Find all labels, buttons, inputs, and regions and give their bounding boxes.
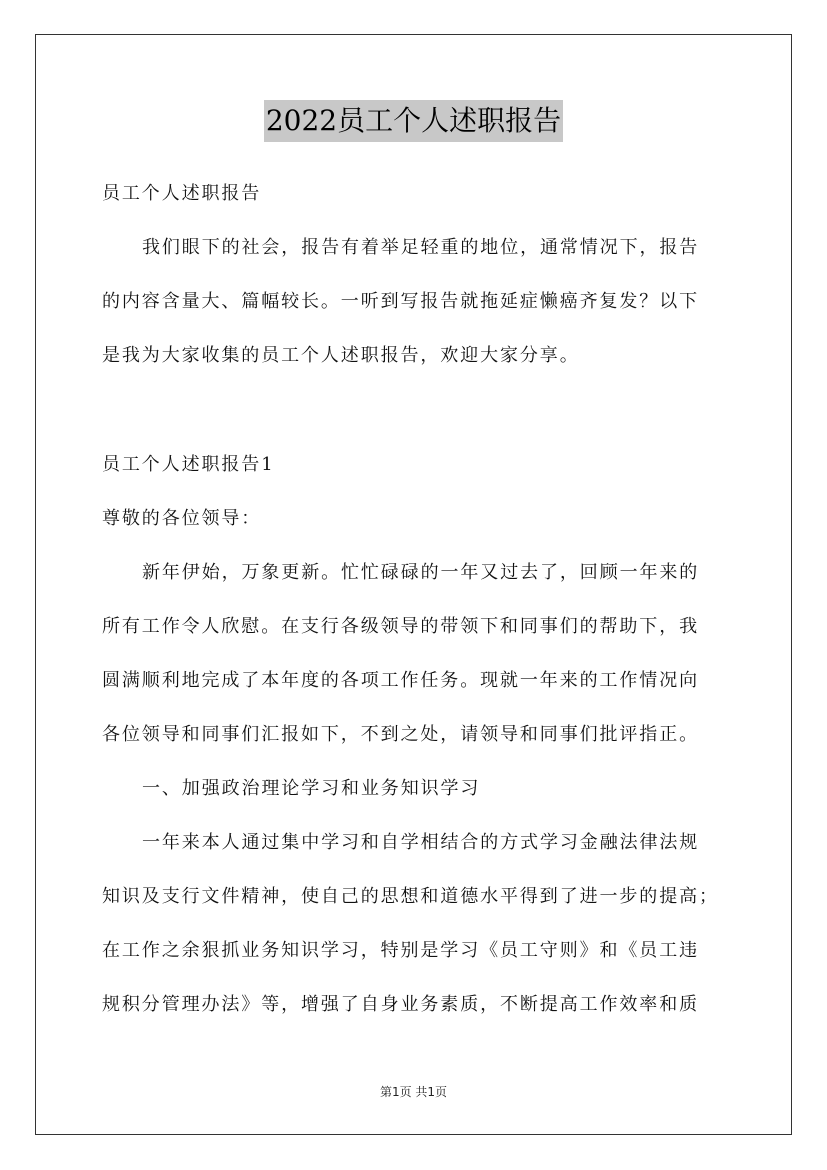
salutation: 尊敬的各位领导： (102, 508, 262, 529)
paragraph1-line-1: 新年伊始，万象更新。忙忙碌碌的一年又过去了，回顾一年来的 (142, 562, 700, 583)
point1-heading: 一、加强政治理论学习和业务知识学习 (142, 778, 481, 799)
paragraph2-line-3: 在工作之余狠抓业务知识学习，特别是学习《员工守则》和《员工违 (102, 940, 699, 961)
page-footer: 第1页 共1页 (379, 1085, 448, 1099)
paragraph1-line-3: 圆满顺利地完成了本年度的各项工作任务。现就一年来的工作情况向 (102, 670, 699, 691)
document-subtitle: 员工个人述职报告 (102, 183, 262, 204)
paragraph2-line-4: 规积分管理办法》等，增强了自身业务素质，不断提高工作效率和质 (102, 994, 699, 1015)
intro-line-2: 的内容含量大、篇幅较长。一听到写报告就拖延症懒癌齐复发？以下 (102, 291, 699, 312)
paragraph2-line-1: 一年来本人通过集中学习和自学相结合的方式学习金融法律法规 (142, 832, 700, 853)
section1-heading: 员工个人述职报告1 (102, 454, 275, 475)
intro-line-1: 我们眼下的社会，报告有着举足轻重的地位，通常情况下，报告 (142, 237, 700, 258)
paragraph2-line-2: 知识及支行文件精神，使自己的思想和道德水平得到了进一步的提高； (102, 886, 719, 907)
paragraph1-line-2: 所有工作令人欣慰。在支行各级领导的带领下和同事们的帮助下，我 (102, 616, 699, 637)
intro-line-3: 是我为大家收集的员工个人述职报告，欢迎大家分享。 (102, 345, 580, 366)
title-container (0, 100, 827, 142)
paragraph1-line-4: 各位领导和同事们汇报如下，不到之处，请领导和同事们批评指正。 (102, 724, 699, 745)
document-title: 2022员工个人述职报告 (264, 100, 563, 142)
